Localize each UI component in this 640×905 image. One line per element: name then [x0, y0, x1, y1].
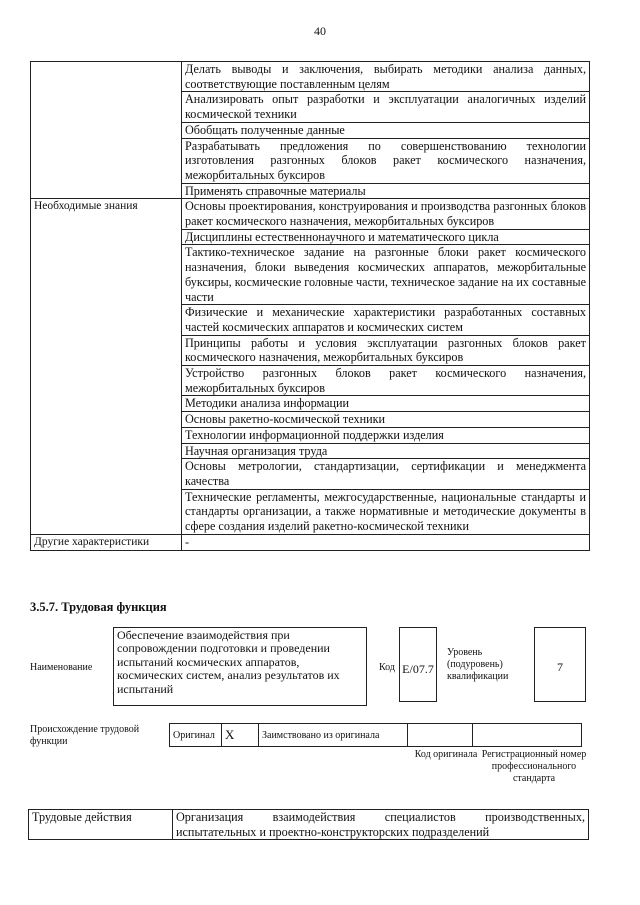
level-label: Уровень (подуровень) квалификации: [447, 647, 509, 682]
row-label: Другие характеристики: [31, 534, 182, 550]
code-label: Код: [379, 662, 395, 673]
action-text: Организация взаимодействия специалистов производственных, испытательных и проектно-конструкторских подразделений: [173, 810, 589, 840]
skill-row: [31, 62, 590, 92]
row-text: Тактико-техническое задание на разгонные блоки ракет космического назначения, блоки выведения космических аппаратов, межорбитальные буксиры, космические головные части, техническое задание на их составные части: [182, 245, 590, 305]
other-row: [31, 534, 590, 550]
row-text: Делать выводы и заключения, выбирать методики анализа данных, соответствующие поставленным целям: [182, 62, 590, 92]
code-caption: Код оригинала: [414, 749, 478, 760]
level-value-box: 7: [534, 627, 586, 702]
row-text: Принципы работы и условия эксплуатации разгонных блоков ракет космического назначения, межорбитальных буксиров: [182, 335, 590, 365]
borrowed-label: Заимствовано из оригинала: [259, 724, 408, 747]
row-text: Основы ракетно-космической техники: [182, 412, 590, 428]
page-number: 40: [314, 24, 326, 38]
row-text: Методики анализа информации: [182, 396, 590, 412]
function-code-box: E/07.7: [399, 627, 437, 702]
origin-table: [169, 723, 582, 747]
knowledge-row: [31, 199, 590, 229]
original-mark: X: [222, 724, 259, 747]
original-code-cell: [408, 724, 473, 747]
row-text: Обобщать полученные данные: [182, 122, 590, 138]
row-text: Технологии информационной поддержки изделия: [182, 427, 590, 443]
row-text: Основы метрологии, стандартизации, сертификации и менеджмента качества: [182, 459, 590, 489]
actions-label: Трудовые действия: [29, 810, 173, 840]
actions-table: [28, 809, 589, 840]
row-text: -: [182, 534, 590, 550]
row-label: Необходимые знания: [31, 199, 182, 534]
function-name-box: Обеспечение взаимодействия при сопровождении подготовки и проведении испытаний космических аппаратов, космических систем, анализ результатов их испытаний: [113, 627, 367, 706]
row-text: Анализировать опыт разработки и эксплуатации аналогичных изделий космической техники: [182, 92, 590, 122]
row-text: Применять справочные материалы: [182, 183, 590, 199]
original-label: Оригинал: [170, 724, 222, 747]
reg-number-cell: [473, 724, 582, 747]
row-text: Основы проектирования, конструирования и производства разгонных блоков ракет космического назначения, межорбитальных буксиров: [182, 199, 590, 229]
row-text: Дисциплины естественнонаучного и математического цикла: [182, 229, 590, 245]
reg-caption: Регистрационный номер профессионального стандарта: [481, 749, 587, 784]
row-label: [31, 62, 182, 199]
action-row: [29, 810, 589, 840]
section-title: 3.5.7. Трудовая функция: [30, 600, 167, 614]
row-text: Технические регламенты, межгосударственные, национальные стандарты и стандарты организации, а также нормативные и методические документы в сфере создания изделий ракетно-космической техники: [182, 489, 590, 534]
requirements-table: [30, 61, 590, 551]
name-label: Наименование: [30, 662, 93, 673]
origin-label: Происхождение трудовой функции: [30, 724, 140, 747]
row-text: Физические и механические характеристики разработанных составных частей космических аппаратов и космических систем: [182, 305, 590, 335]
row-text: Научная организация труда: [182, 443, 590, 459]
row-text: Устройство разгонных блоков ракет космического назначения, межорбитальных буксиров: [182, 366, 590, 396]
row-text: Разрабатывать предложения по совершенствованию технологии изготовления разгонных блоков ракет космического назначения, межорбитальных буксиров: [182, 138, 590, 183]
